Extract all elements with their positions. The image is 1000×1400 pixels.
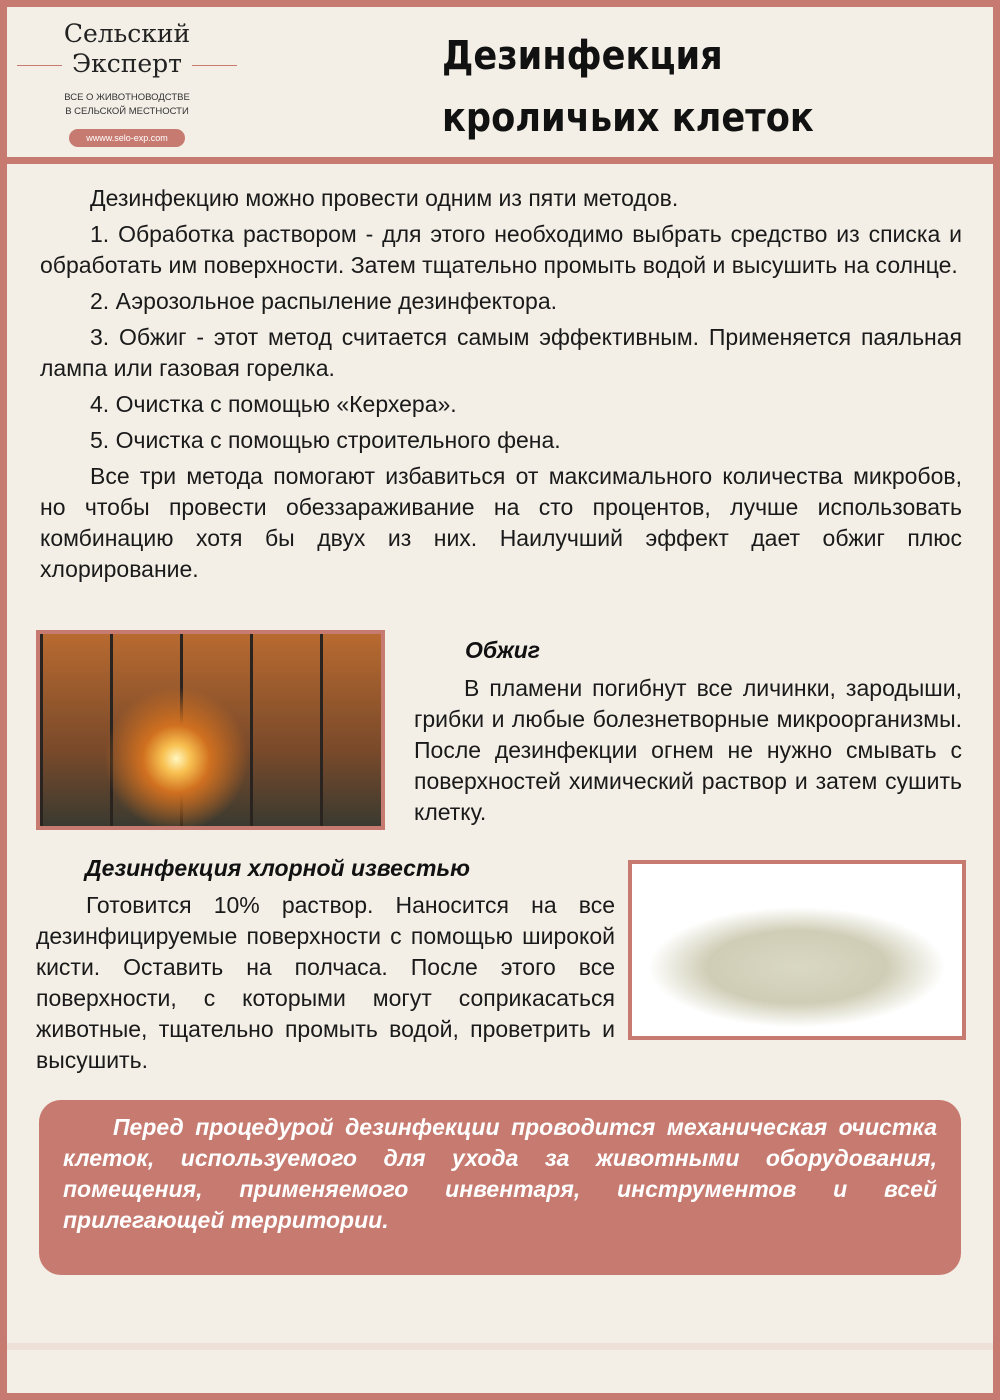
summary-paragraph: Все три метода помогают избавиться от максимального количества микробов, но чтобы провести обеззараживание на сто процентов, лучше использовать комбинацию хотя бы двух из них. Наилучший эффект дает обжиг плюс хлорирование.	[40, 463, 962, 582]
header-divider	[7, 157, 993, 164]
footer-divider	[7, 1343, 993, 1350]
intro-text	[40, 183, 962, 590]
note-text: Перед процедурой дезинфекции проводится механическая очистка клеток, используемого для ухода за животными оборудования, помещения, применяемого инвентаря, инструментов и всей прилегающей территории.	[63, 1114, 937, 1233]
logo-tagline	[17, 91, 237, 119]
page	[7, 7, 993, 1393]
title-line1: Дезинфекция	[442, 33, 723, 79]
logo-name-line1: Сельский	[63, 19, 191, 48]
intro-paragraph: Дезинфекцию можно провести одним из пяти методов.	[90, 185, 679, 211]
burning-paragraph: В пламени погибнут все личинки, зародыши, грибки и любые болезнетворные микроорганизмы. После дезинфекции огнем не нужно смывать с поверхностей химический раствор и затем сушить клетку.	[414, 675, 962, 825]
site-url-link[interactable]: wwww.selo-exp.com	[69, 129, 185, 147]
lime-paragraph: Готовится 10% раствор. Наносится на все дезинфицируемые поверхности с помощью широкой кисти. Оставить на полчаса. После этого все поверхности, с которыми могут соприкасаться животные, тщательно промыть водой, проветрить и высушить.	[36, 892, 615, 1073]
tagline-line1: ВСЕ О ЖИВОТНОВОДСТВЕ	[64, 92, 190, 103]
burning-heading: Обжиг	[465, 637, 541, 663]
method-4: 4. Очистка с помощью «Керхера».	[90, 391, 457, 417]
method-5: 5. Очистка с помощью строительного фена.	[90, 427, 561, 453]
method-1: 1. Обработка раствором - для этого необходимо выбрать средство из списка и обработать им поверхности. Затем тщательно промыть водой и высушить на солнце.	[40, 221, 962, 278]
logo	[17, 19, 237, 147]
burning-cage-photo	[36, 630, 385, 830]
logo-name-line2: Эксперт	[17, 49, 237, 79]
method-3: 3. Обжиг - этот метод считается самым эффективным. Применяется паяльная лампа или газовая горелка.	[40, 324, 962, 381]
tagline-line2: В СЕЛЬСКОЙ МЕСТНОСТИ	[65, 106, 189, 117]
method-2: 2. Аэрозольное распыление дезинфектора.	[90, 288, 558, 314]
note-box	[39, 1100, 961, 1275]
lime-text	[36, 890, 615, 1081]
burning-text	[414, 673, 962, 833]
page-title	[442, 25, 814, 149]
chlorine-lime-powder-photo	[628, 860, 966, 1040]
title-line2: кроличьих клеток	[442, 95, 814, 141]
lime-heading: Дезинфекция хлорной известью	[85, 855, 470, 881]
